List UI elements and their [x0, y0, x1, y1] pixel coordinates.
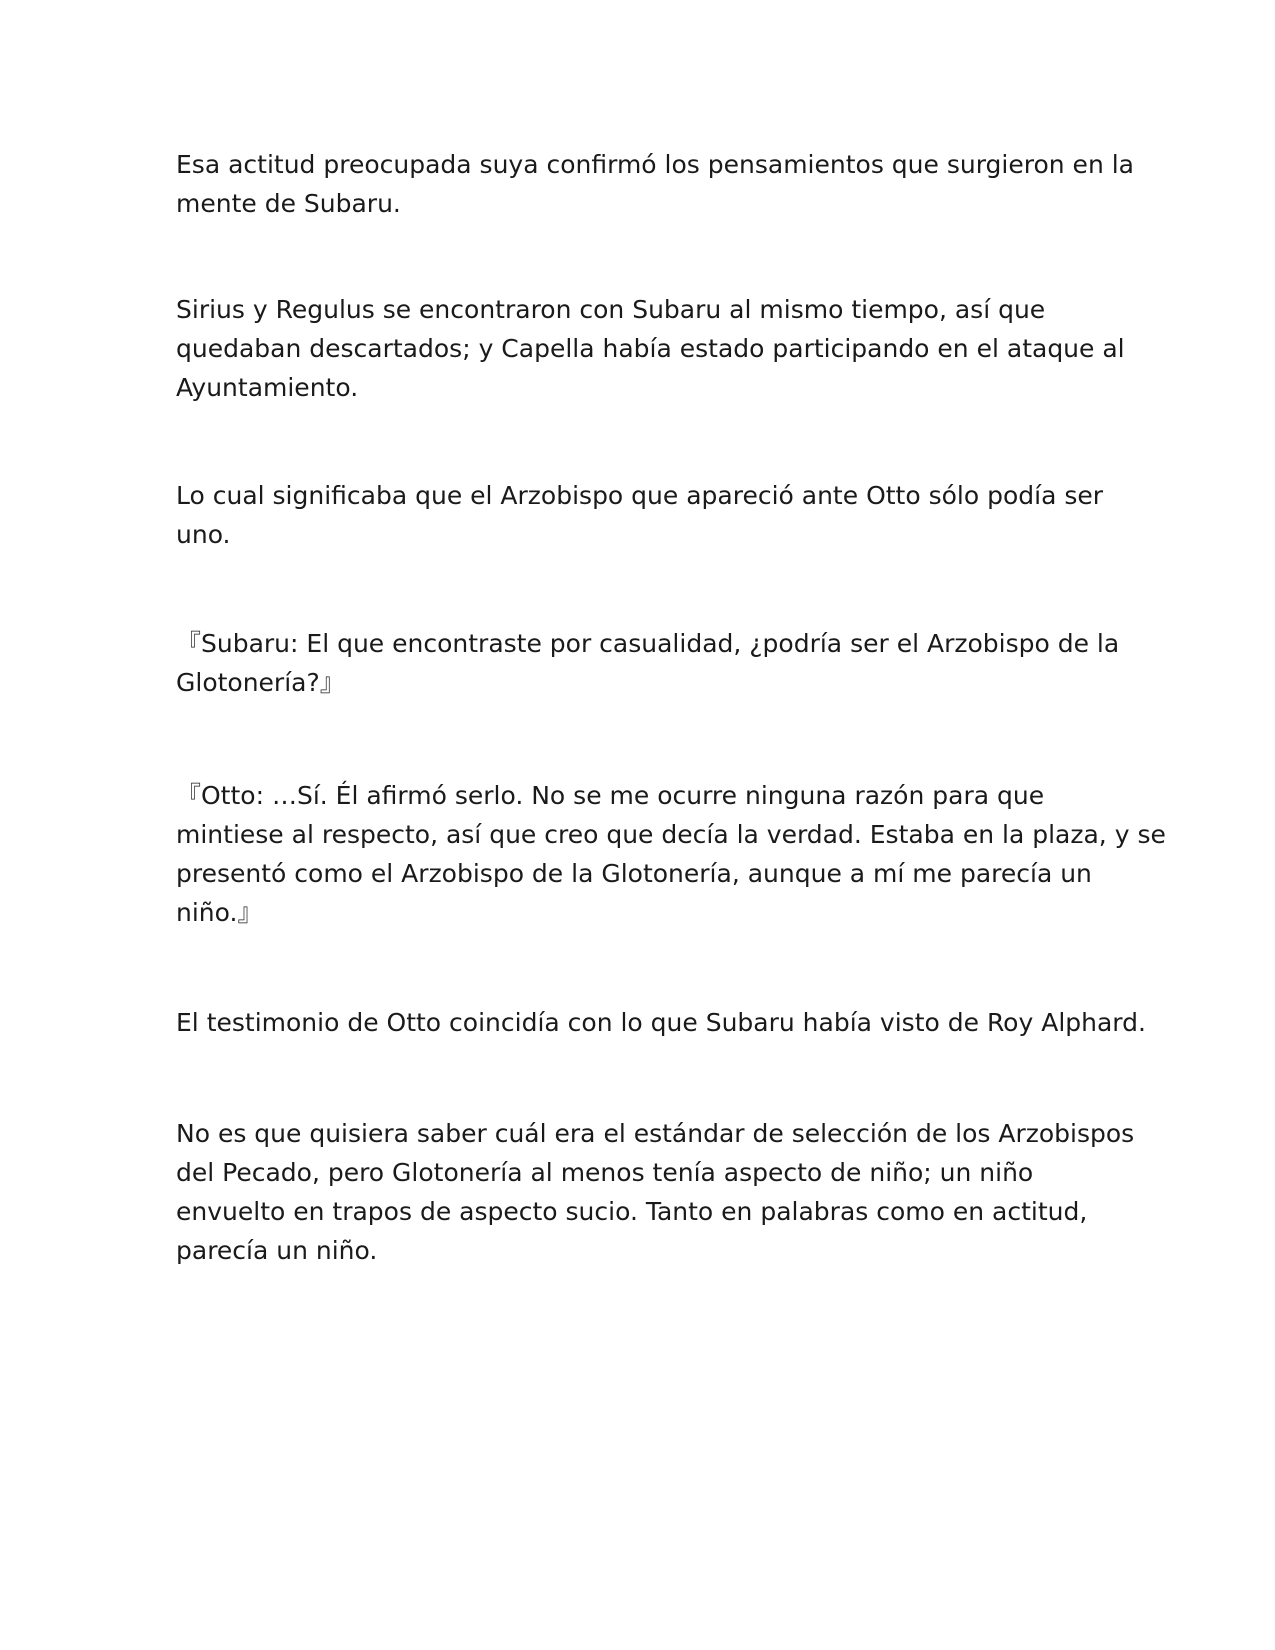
paragraph-line: quedaban descartados; y Capella había estado participando en el ataque al	[176, 334, 1125, 363]
paragraph-7	[176, 1114, 1135, 1270]
paragraph-line: Lo cual significaba que el Arzobispo que apareció ante Otto sólo podía ser	[176, 481, 1104, 510]
paragraph-2	[176, 290, 1125, 407]
paragraph-line: niño.』	[176, 898, 263, 927]
paragraph-line: Glotonería?』	[176, 668, 345, 697]
paragraph-line: Ayuntamiento.	[176, 373, 359, 402]
paragraph-line: 『Subaru: El que encontraste por casualidad, ¿podría ser el Arzobispo de la	[176, 629, 1120, 658]
paragraph-line: presentó como el Arzobispo de la Glotonería, aunque a mí me parecía un	[176, 859, 1092, 888]
paragraph-3	[176, 476, 1106, 554]
paragraph-1	[176, 145, 1134, 223]
paragraph-line: No es que quisiera saber cuál era el estándar de selección de los Arzobispos	[176, 1119, 1135, 1148]
paragraph-line: mintiese al respecto, así que creo que decía la verdad. Estaba en la plaza, y se	[176, 820, 1166, 849]
paragraph-line: El testimonio de Otto coincidía con lo que Subaru había visto de Roy Alphard.	[176, 1008, 1146, 1037]
paragraph-line: mente de Subaru.	[176, 189, 401, 218]
paragraph-line: Esa actitud preocupada suya confirmó los pensamientos que surgieron en la	[176, 150, 1134, 179]
paragraph-5-dialogue-otto	[176, 776, 1166, 932]
paragraph-line: Sirius y Regulus se encontraron con Subaru al mismo tiempo, así que	[176, 295, 1046, 324]
paragraph-line: del Pecado, pero Glotonería al menos tenía aspecto de niño; un niño	[176, 1158, 1034, 1187]
paragraph-6	[176, 1003, 1146, 1042]
paragraph-4-dialogue-subaru	[176, 624, 1120, 702]
paragraph-line: parecía un niño.	[176, 1236, 378, 1265]
paragraph-line: envuelto en trapos de aspecto sucio. Tanto en palabras como en actitud,	[176, 1197, 1088, 1226]
paragraph-line: uno.	[176, 520, 231, 549]
paragraph-line: 『Otto: …Sí. Él afirmó serlo. No se me ocurre ninguna razón para que	[176, 781, 1045, 810]
